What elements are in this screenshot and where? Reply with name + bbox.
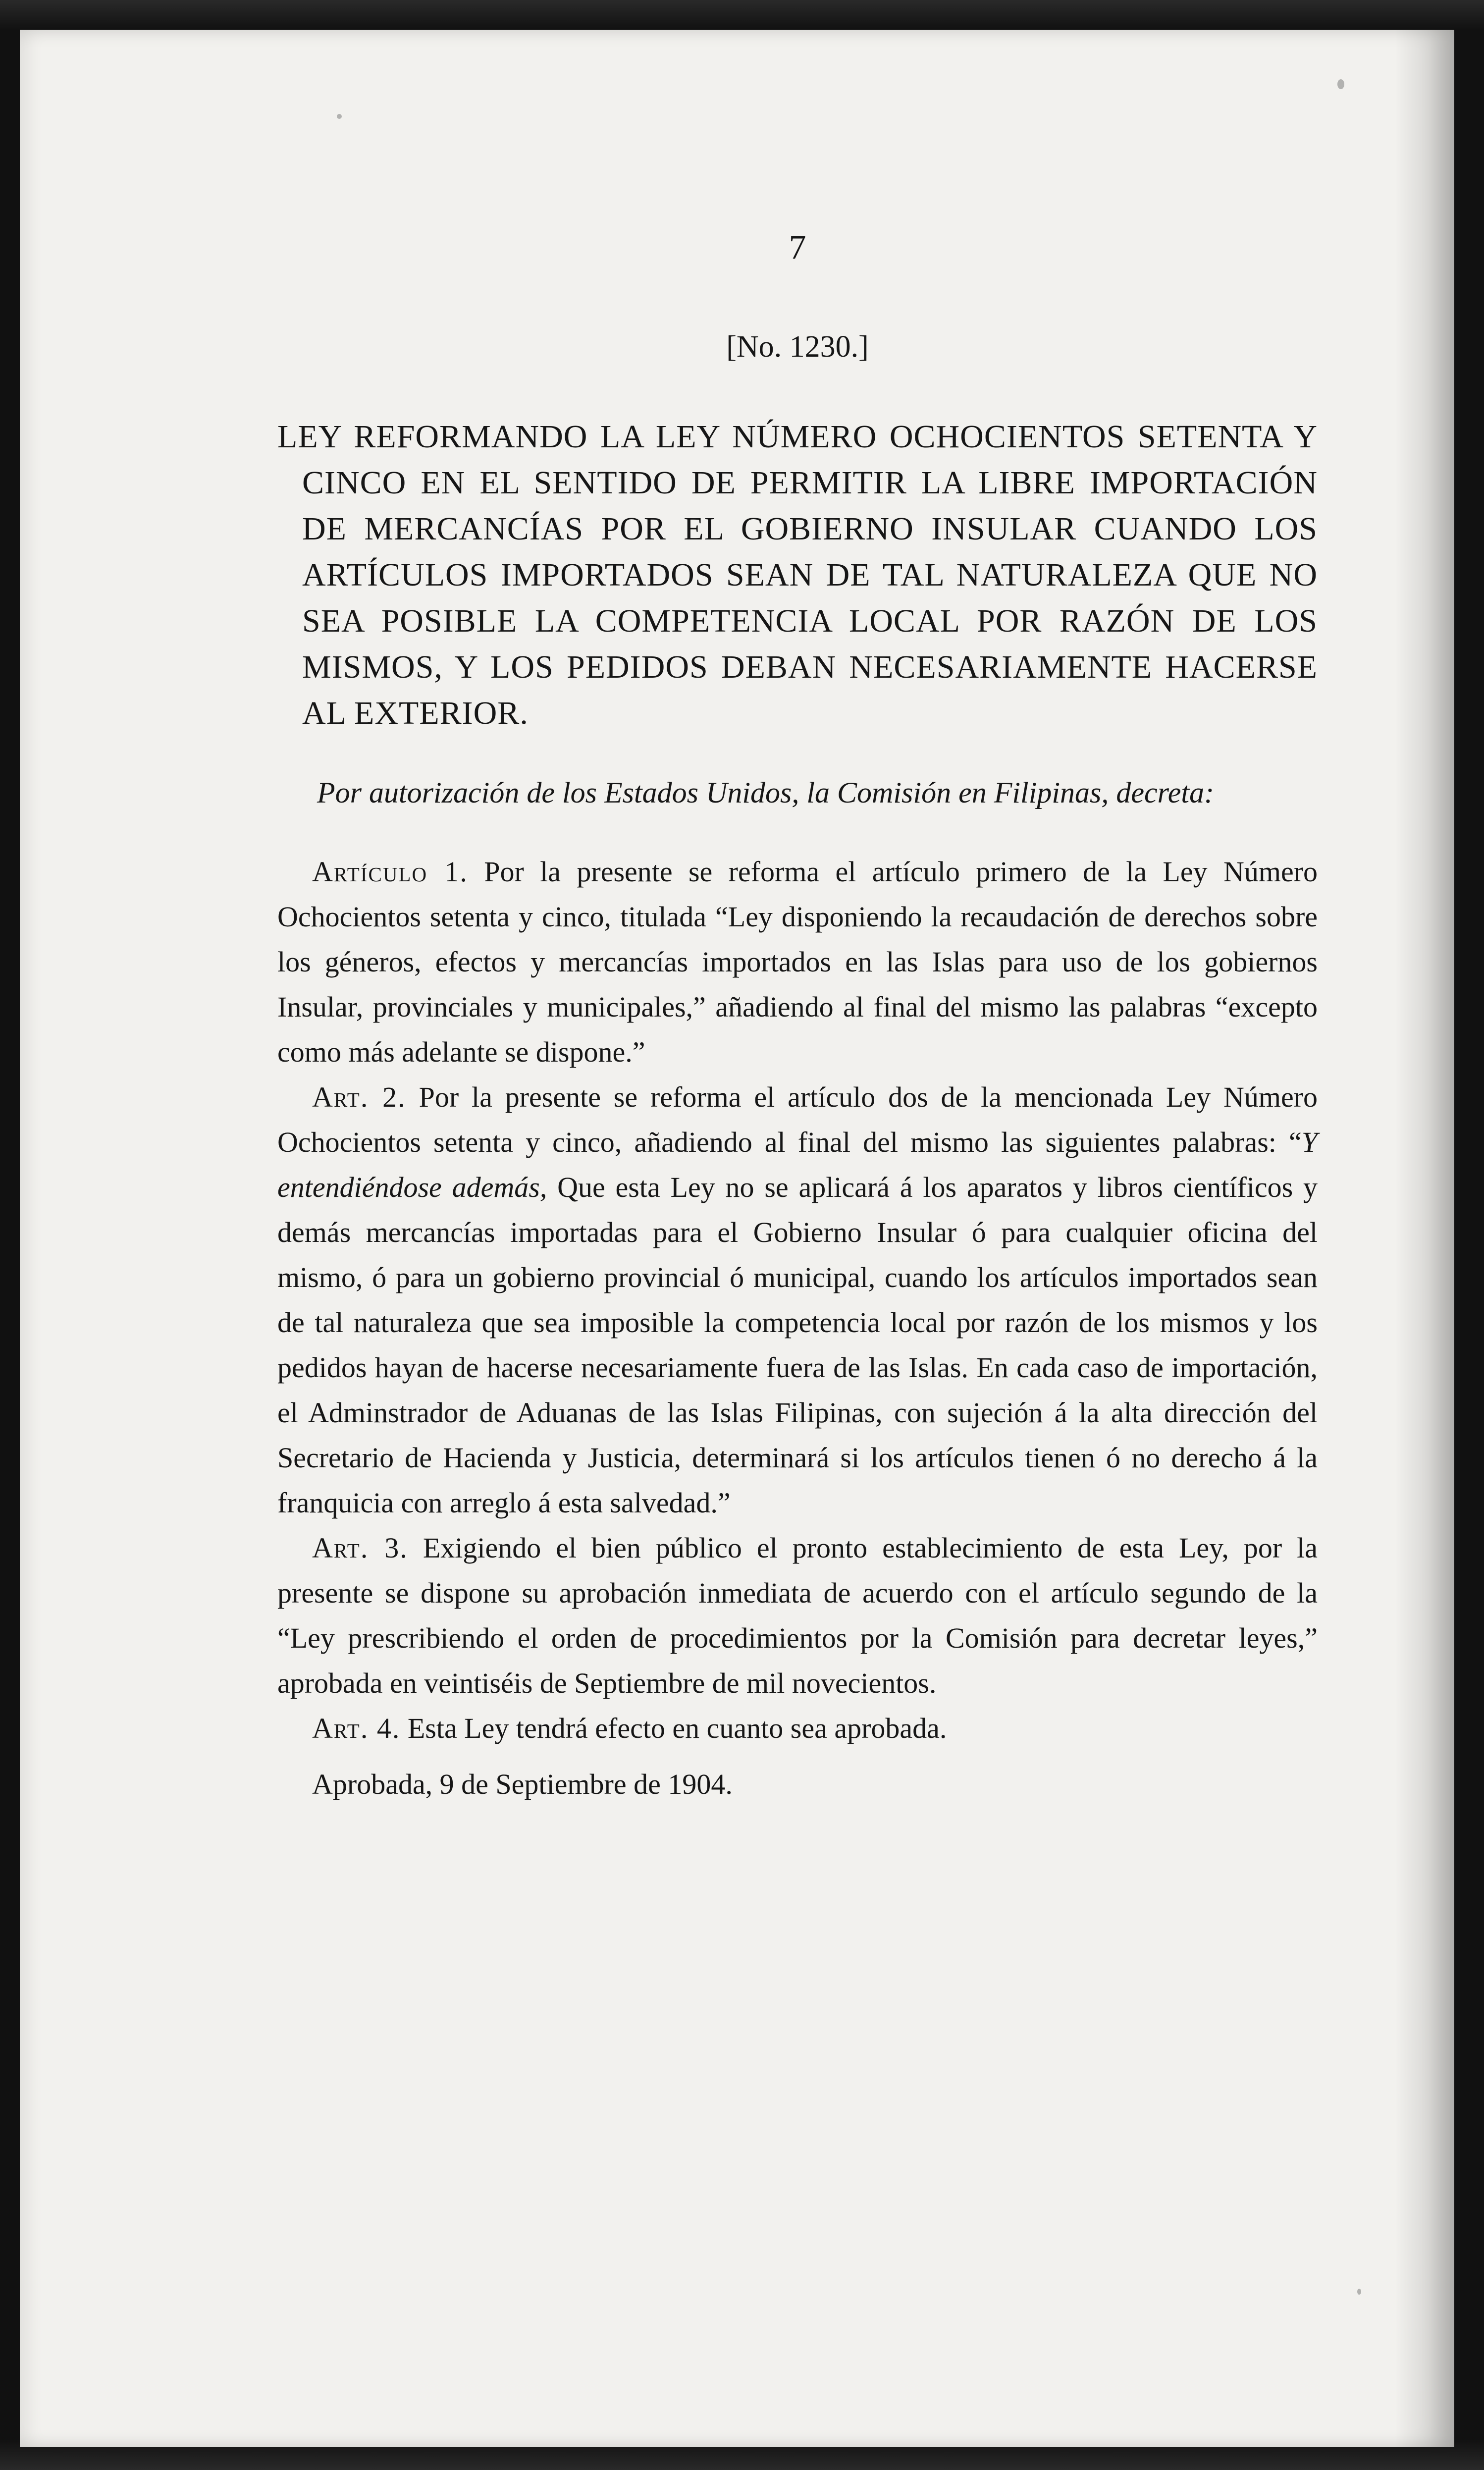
article-3 bbox=[277, 1525, 1318, 1706]
article-label: Art. 4. bbox=[312, 1712, 401, 1744]
document-text bbox=[277, 193, 1318, 1835]
article-label: Artículo 1. bbox=[312, 856, 468, 888]
article-text: Por la presente se reforma el artículo dos de la mencionada Ley Número Ochocientos setenta y cinco, añadiendo al final del mismo las siguientes palabras: “ bbox=[277, 1081, 1318, 1158]
law-number: [No. 1230.] bbox=[726, 330, 869, 364]
paper-blemish bbox=[1357, 2289, 1361, 2295]
article-text: Exigiendo el bien público el pronto establecimiento de esta Ley, por la presente se dispone su aprobación inmediata de acuerdo con el artículo segundo de la “Ley prescribiendo el orden de procedimientos por la Comisión para decretar leyes,” aprobada en veintiséis de Septiembre de mil novecientos. bbox=[277, 1532, 1318, 1699]
article-label: Art. 3. bbox=[312, 1532, 408, 1564]
article-1 bbox=[277, 849, 1318, 1074]
enacting-clause: Por autorización de los Estados Unidos, la Comisión en Filipinas, decreta: bbox=[317, 776, 1215, 809]
article-text: Esta Ley tendrá efecto en cuanto sea aprobada. bbox=[407, 1712, 947, 1744]
approval-date: Aprobada, 9 de Septiembre de 1904. bbox=[312, 1768, 733, 1800]
page-number: 7 bbox=[789, 228, 806, 267]
document-page bbox=[20, 30, 1454, 2447]
paper-blemish bbox=[1337, 79, 1344, 89]
article-4 bbox=[277, 1706, 1318, 1751]
article-2 bbox=[277, 1074, 1318, 1525]
article-text: Que esta Ley no se aplicará á los aparatos y libros científicos y demás mercancías importadas para el Gobierno Insular ó para cualquier oficina del mismo, ó para un gobierno provincial ó municipal, cuando los artículos importados sean de tal naturaleza que sea imposible la competencia local por razón de los mismos y los pedidos hayan de hacerse necesariamente fuera de las Islas. En cada caso de importación, el Adminstrador de Aduanas de las Islas Filipinas, con sujeción á la alta dirección del Secretario de Hacienda y Justicia, determinará si los artículos tienen ó no derecho á la franquicia con arreglo á esta salvedad.” bbox=[277, 1171, 1318, 1519]
article-text: Por la presente se reforma el artículo primero de la Ley Número Ochocientos setenta y cinco, titulada “Ley disponiendo la recaudación de derechos sobre los géneros, efectos y mercancías importados en las Islas para uso de los gobiernos Insular, provinciales y municipales,” añadiendo al final del mismo las palabras “excepto como más adelante se dispone.” bbox=[277, 856, 1318, 1068]
article-emphasis: Y entendiéndose además, bbox=[277, 1126, 1318, 1203]
paper-blemish bbox=[337, 114, 342, 119]
law-title: LEY REFORMANDO LA LEY NÚMERO OCHOCIENTOS SETENTA Y CINCO EN EL SENTIDO DE PERMITIR LA LIBRE IMPORTACIÓN DE MERCANCÍAS POR EL GOBIERNO INSULAR CUANDO LOS ARTÍCULOS IMPORTADOS SEAN DE TAL NATURALEZA QUE NO SEA POSIBLE LA COMPETENCIA LOCAL POR RAZÓN DE LOS MISMOS, Y LOS PEDIDOS DEBAN NECESARIAMENTE HACERSE AL EXTERIOR. bbox=[277, 419, 1318, 731]
article-label: Art. 2. bbox=[312, 1081, 406, 1113]
